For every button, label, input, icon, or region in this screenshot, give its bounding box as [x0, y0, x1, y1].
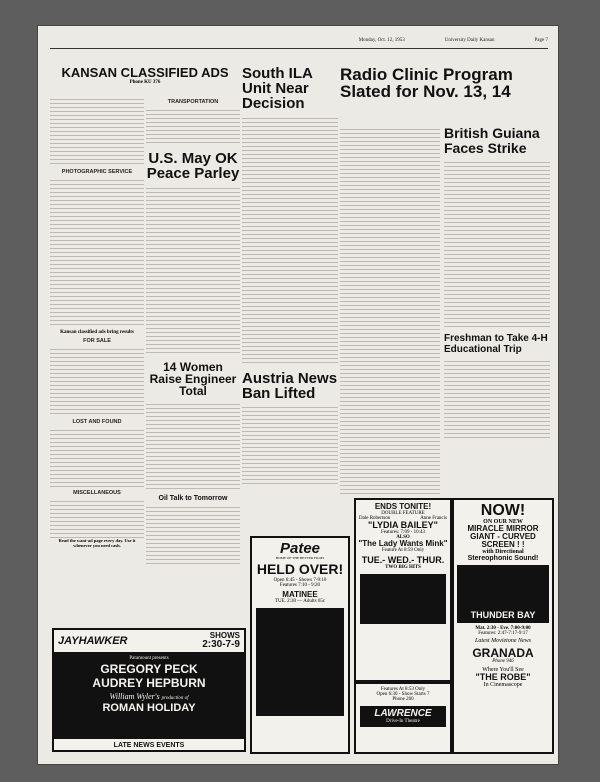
granada-film: THUNDER BAY [470, 610, 536, 620]
varsity-days: TUE.- WED.- THUR. [361, 555, 445, 565]
varsity-ends: ENDS TONITE! [374, 502, 432, 511]
varsity-double: DOUBLE FEATURE [381, 511, 425, 516]
jayhawker-footer: LATE NEWS EVENTS [113, 742, 185, 749]
patee-matinee: MATINEE [282, 590, 318, 599]
varsity-cast1: Dale Robertson [359, 516, 391, 521]
header-paper: University Daily Kansan [444, 38, 495, 43]
classified-column-left [50, 96, 144, 628]
lawrence-sub: Drive-In Theatre [386, 719, 420, 724]
granada-latest: Latest Movietone News [475, 638, 531, 644]
varsity-film1: "LYDIA BAILEY" [368, 520, 438, 530]
radio-headline: Radio Clinic Program Slated for Nov. 13, 14 [340, 66, 513, 101]
granada-line1: MIRACLE MIRROR [467, 524, 539, 533]
granada-line2: GIANT - CURVED [470, 532, 536, 541]
granada-line4: with Directional [482, 549, 524, 555]
guiana-article [444, 126, 550, 496]
newspaper-page [38, 26, 558, 764]
granada-on: ON OUR NEW [483, 519, 523, 525]
granada-times1: Mat. 2:30 - Eve. 7:00-9:00 [475, 626, 531, 631]
oil-headline: Oil Talk to Tomorrow [158, 495, 228, 502]
lawrence-ad [354, 682, 452, 754]
patee-headline: HELD OVER! [256, 561, 344, 577]
patee-sub: HOME OF THE BETTER FILMS [275, 556, 325, 560]
granada-tag1: Where You'll See [482, 667, 524, 673]
freshman-headline: Freshman to Take 4-H Educational Trip [444, 333, 548, 355]
varsity-times1: Features: 7:09 - 10:43 [380, 530, 426, 535]
jayhawker-production: production of [161, 696, 189, 701]
granada-line5: Stereophonic Sound! [467, 555, 539, 562]
patee-name: Patee [279, 540, 321, 557]
varsity-cast2: Anne Francis [420, 516, 447, 521]
granada-tag3: In Cinemascope [483, 682, 523, 688]
women-headline: 14 Women Raise Engineer Total [149, 360, 237, 398]
austria-headline: Austria News Ban Lifted [242, 370, 338, 402]
header-date: Monday, Oct. 12, 1953 [358, 38, 405, 43]
jayhawker-star2: AUDREY HEPBURN [92, 676, 206, 690]
granada-phone: Phone 946 [492, 659, 514, 664]
classified-header [50, 66, 240, 96]
patee-matinee-time: TUE. 2:30 — Adults 65c [274, 599, 326, 604]
jayhawker-star1: GREGORY PECK [100, 662, 198, 676]
patee-ad [250, 536, 350, 754]
south-ila-article [242, 66, 338, 486]
jayhawker-ad [52, 628, 246, 752]
classified-note: Kansan classified ads bring results [60, 330, 134, 335]
patee-open: Open 6:45 - Shows 7-9:10 [273, 578, 327, 583]
south-ila-headline: South ILA Unit Near Decision [242, 66, 313, 112]
classified-section: MISCELLANEOUS [73, 490, 121, 496]
granada-name: GRANADA [472, 646, 534, 660]
lawrence-phone: Phone 260 [392, 697, 414, 702]
lawrence-features: Features At 8:53 Only [380, 687, 426, 692]
granada-poster-art [457, 565, 549, 623]
jayhawker-director: William Wyler's [109, 692, 160, 701]
granada-times2: Features: 2:47-7:17-9:17 [478, 631, 528, 636]
classified-section: LOST AND FOUND [72, 419, 122, 425]
header-page: Page 7 [534, 38, 548, 43]
varsity-film2: "The Lady Wants Mink" [358, 539, 448, 548]
varsity-times2: Feature At 8:59 Only [381, 548, 425, 553]
granada-tag2: "THE ROBE" [475, 672, 531, 682]
page-header [50, 38, 548, 49]
patee-poster-art [256, 608, 344, 716]
lawrence-name: LAWRENCE [374, 708, 432, 719]
granada-ad [452, 498, 554, 754]
classified-column-right [146, 96, 240, 628]
lawrence-open: Open 6:30 - Show Starts 7 [376, 692, 430, 697]
classified-section: FOR SALE [83, 338, 111, 344]
patee-features: Features 7:10 - 9:20 [279, 583, 321, 588]
classified-section: TRANSPORTATION [167, 99, 219, 105]
jayhawker-shows: SHOWS [209, 631, 240, 640]
classified-section: PHOTOGRAPHIC SERVICE [61, 169, 133, 175]
classified-title: KANSAN CLASSIFIED ADS [61, 66, 229, 80]
jayhawker-name: JAYHAWKER [58, 634, 128, 647]
jayhawker-studio: Paramount presents [129, 656, 169, 661]
jayhawker-times: 2:30-7-9 [202, 639, 240, 650]
radio-article-header [340, 66, 550, 126]
guiana-headline: British Guiana Faces Strike [444, 126, 540, 156]
varsity-ad [354, 498, 452, 682]
granada-line3: SCREEN ! ! [481, 540, 525, 549]
varsity-two-big: TWO BIG HITS [385, 565, 421, 570]
varsity-poster-art [360, 574, 446, 624]
varsity-also: ALSO [396, 535, 410, 540]
radio-article-body [340, 126, 440, 496]
classified-phone: Phone KU 376 [129, 80, 161, 85]
may-ok-headline: U.S. May OK Peace Parley [146, 150, 240, 182]
granada-now: NOW! [480, 502, 526, 519]
jayhawker-film: ROMAN HOLIDAY [102, 702, 196, 714]
classified-bottom-note: Read the want-ad page every day. Use it whenever you need cash. [58, 538, 136, 548]
